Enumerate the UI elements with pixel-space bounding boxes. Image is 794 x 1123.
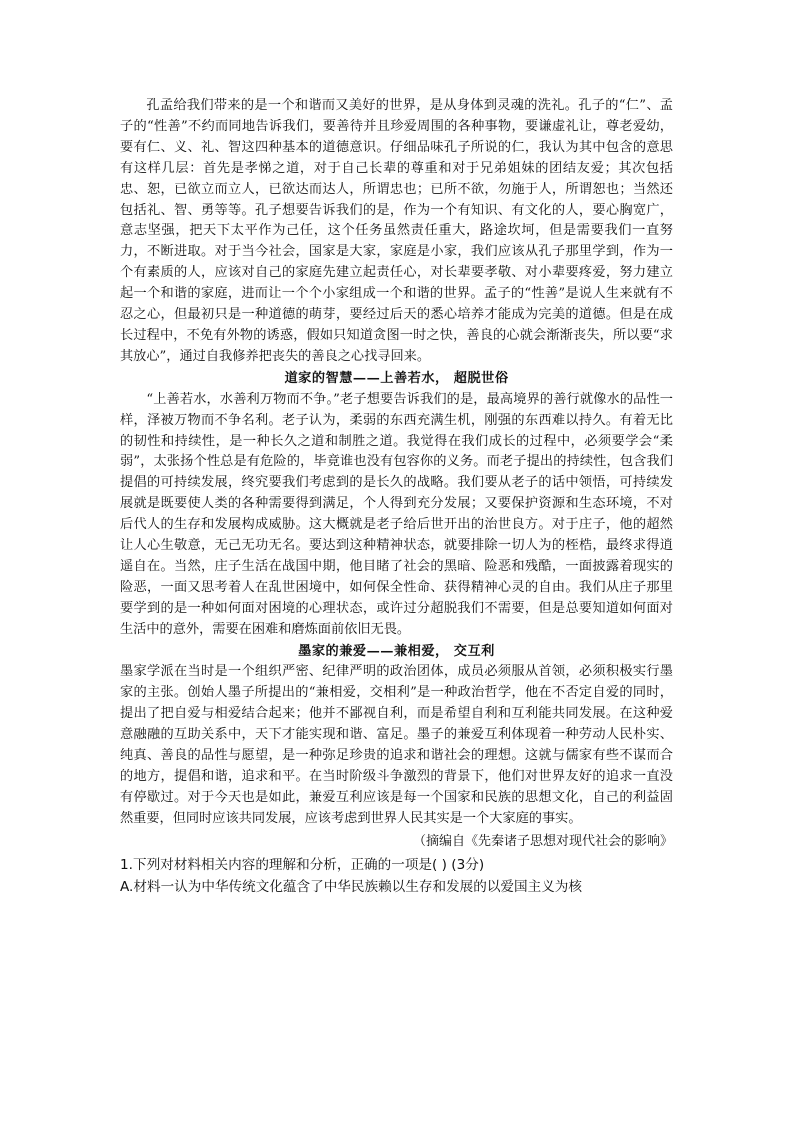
source-citation: （摘编自《先秦诸子思想对现代社会的影响》	[412, 833, 673, 849]
question-stem: 1.下列对材料相关内容的理解和分析，正确的一项是( ) (3分)	[120, 856, 485, 873]
document-page	[120, 96, 673, 898]
paragraph-mohist: 墨家学派在当时是一个组织严密、纪律严明的政治团体，成员必须服从首领，必须积极实行墨家的主张。创始人墨子所提出的“兼相爱，交相利”是一种政治哲学，他在不否定自爱的同时，提出了把自爱与相爱结合起来；他并不鄙视自利，而是希望自利和互利能共同发展。在这种爱意融融的互助关系中，天下才能实现和谐、富足。墨子的兼爱互利体现着一种劳动人民朴实、纯真、善良的品性与愿望，是一种弥足珍贵的追求和谐社会的理想。这就与儒家有些不谋而合的地方，提倡和谐，追求和平。在当时阶级斗争激烈的背景下，他们对世界友好的追求一直没有停歇过。对于今天也是如此，兼爱互利应该是每一个国家和民族的思想文化，自己的利益固然重要，但同时应该共同发展，应该考虑到世界人民其实是一个大家庭的事实。	[120, 664, 673, 826]
paragraph-confucian: 孔孟给我们带来的是一个和谐而又美好的世界，是从身体到灵魂的洗礼。孔子的“仁”、孟子的“性善”不约而同地告诉我们，要善待并且珍爱周围的各种事物，要谦虚礼让，尊老爱幼，要有仁、义、礼、智这四种基本的道德意识。仔细品味孔子所说的仁，我认为其中包含的意思有这样几层：首先是孝悌之道，对于自己长辈的尊重和对于兄弟姐妹的团结友爱；其次包括忠、恕，已欲立而立人，已欲达而达人，所谓忠也；已所不欲，勿施于人，所谓恕也；当然还包括礼、智、勇等等。孔子想要告诉我们的是，作为一个有知识、有文化的人，要心胸宽广，意志坚强，把天下太平作为己任，这个任务虽然责任重大，路途坎坷，但是需要我们一直努力，不断进取。对于当今社会，国家是大家，家庭是小家，我们应该从孔子那里学到，作为一个有素质的人，应该对自己的家庭先建立起责任心，对长辈要孝敬、对小辈要疼爱，努力建立起一个和谐的家庭，进而让一个个小家组成一个和谐的世界。孟子的“性善”是说人生来就有不忍之心，但最初只是一种道德的萌芽，要经过后天的悉心培养才能成为完美的道德。但是在成长过程中，不免有外物的诱惑，假如只知道贪图一时之快，善良的心就会渐渐丧失，所以要“求其放心”，通过自我修养把丧失的善良之心找寻回来。	[120, 98, 673, 364]
question-option-a: A.材料一认为中华传统文化蕴含了中华民族赖以生存和发展的以爱国主义为核	[120, 878, 582, 895]
section-heading-daoist: 道家的智慧——上善若水， 超脱世俗	[284, 370, 509, 386]
paragraph-daoist: “上善若水，水善利万物而不争。”老子想要告诉我们的是，最高境界的善行就像水的品性一样，泽被万物而不争名利。老子认为，柔弱的东西充满生机，刚强的东西难以持久。有着无比的韧性和持续性，是一种长久之道和制胜之道。我觉得在我们成长的过程中，必须要学会“柔弱”，太张扬个性总是有危险的，毕竟谁也没有包容你的义务。而老子提出的持续性，包含我们提倡的可持续发展，终究要我们考虑到的是长久的战略。我们要从老子的话中领悟，可持续发展就是既要使人类的各种需要得到满足，个人得到充分发展；又要保护资源和生态环境，不对后代人的生存和发展构成威胁。这大概就是老子给后世开出的治世良方。对于庄子，他的超然让人心生敬意，无己无功无名。要达到这种精神状态，就要排除一切人为的桎梏，最终求得逍遥自在。当然，庄子生活在战国中期，他目睹了社会的黑暗、险恶和残酷，一面披露着现实的险恶，一面又思考着人在乱世困境中，如何保全性命、获得精神心灵的自由。我们从庄子那里要学到的是一种如何面对困境的心理状态，或许过分超脱我们不需要，但是总要知道如何面对生活中的意外，需要在困难和磨炼面前依旧无畏。	[120, 391, 673, 637]
section-heading-mohist: 墨家的兼爱——兼相爱， 交互利	[298, 643, 495, 659]
